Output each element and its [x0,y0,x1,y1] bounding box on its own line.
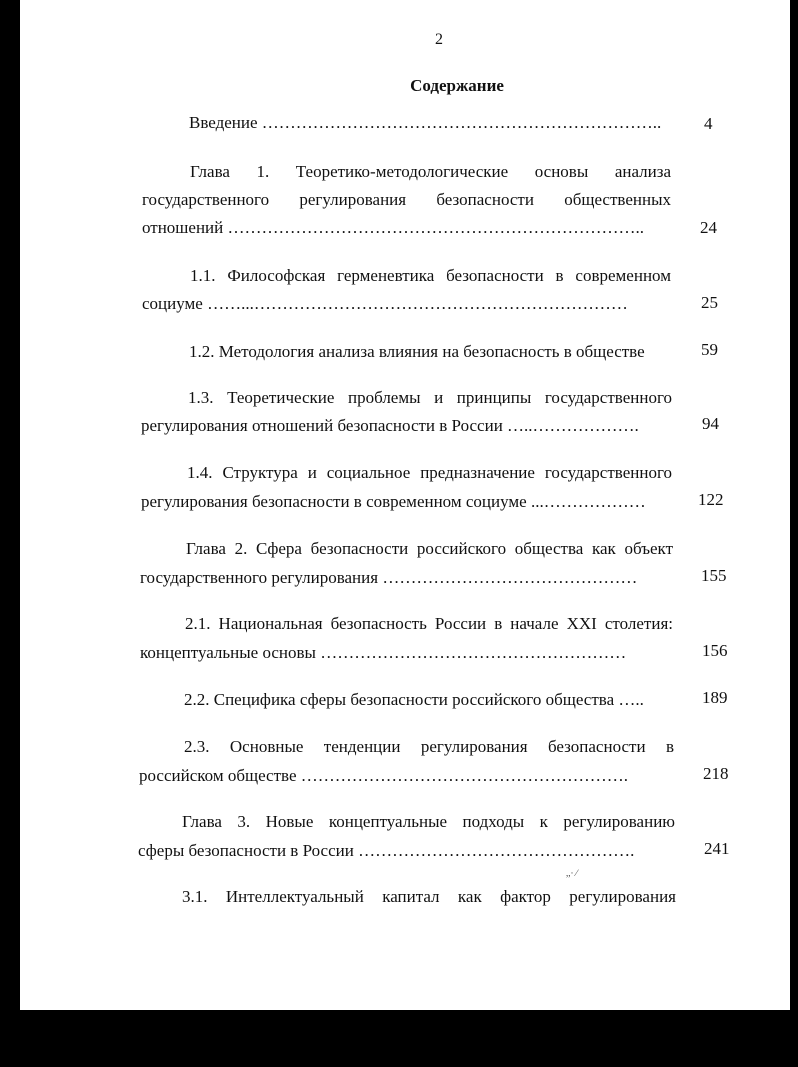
toc-line: 2.2. Специфика сферы безопасности российского общества ….. [184,690,644,709]
toc-line: Глава 3. Новые концептуальные подходы к регулированию [182,812,675,831]
toc-line: 2.1. Национальная безопасность России в начале XXI столетия: [185,614,673,633]
toc-page-number: 155 [701,566,727,585]
page-title: Содержание [410,76,504,95]
toc-page-number: 25 [701,293,718,312]
toc-line: 1.3. Теоретические проблемы и принципы государственного [188,388,672,407]
toc-line: государственного регулирования безопасности общественных [142,190,671,209]
toc-line: сферы безопасности в России …………………………………………. [138,841,635,860]
toc-line: 1.2. Методология анализа влияния на безопасность в обществе [189,342,645,361]
toc-page-number: 24 [700,218,717,237]
toc-line: государственного регулирования ……………………………………… [140,568,638,587]
toc-page-number: 241 [704,839,730,858]
page-number: 2 [435,31,443,48]
toc-page-number: 156 [702,641,728,660]
toc-line: отношений ……………………………………………………………….. [142,218,644,237]
toc-page-number: 189 [702,688,728,707]
scan-border-bottom [0,1010,798,1067]
toc-line: социуме ……...………………………………………………………… [142,294,628,313]
toc-line: концептуальные основы ……………………………………………… [140,643,627,662]
toc-line: 3.1. Интеллектуальный капитал как фактор регулирования [182,887,676,906]
scan-speck-mark: ,,· ⁄ [566,868,578,878]
toc-page-number: 218 [703,764,729,783]
toc-page-number: 122 [698,490,724,509]
toc-line: Введение …………………………………………………………….. [189,113,662,132]
toc-line: 1.1. Философская герменевтика безопасности в современном [190,266,671,285]
toc-line: Глава 1. Теоретико-методологические основы анализа [190,162,671,181]
scan-border-right [790,0,798,1067]
toc-line: российском обществе …………………………………………………. [139,766,628,785]
scan-border-left [0,0,20,1067]
document-page [20,0,790,1010]
toc-page-number: 94 [702,414,719,433]
toc-line: Глава 2. Сфера безопасности российского общества как объект [186,539,673,558]
toc-line: регулирования отношений безопасности в России …..………………. [141,416,639,435]
toc-line: 1.4. Структура и социальное предназначение государственного [187,463,672,482]
toc-line: регулирования безопасности в современном социуме ...……………… [141,492,646,511]
toc-page-number: 4 [704,114,713,133]
toc-line: 2.3. Основные тенденции регулирования безопасности в [184,737,674,756]
toc-page-number: 59 [701,340,718,359]
